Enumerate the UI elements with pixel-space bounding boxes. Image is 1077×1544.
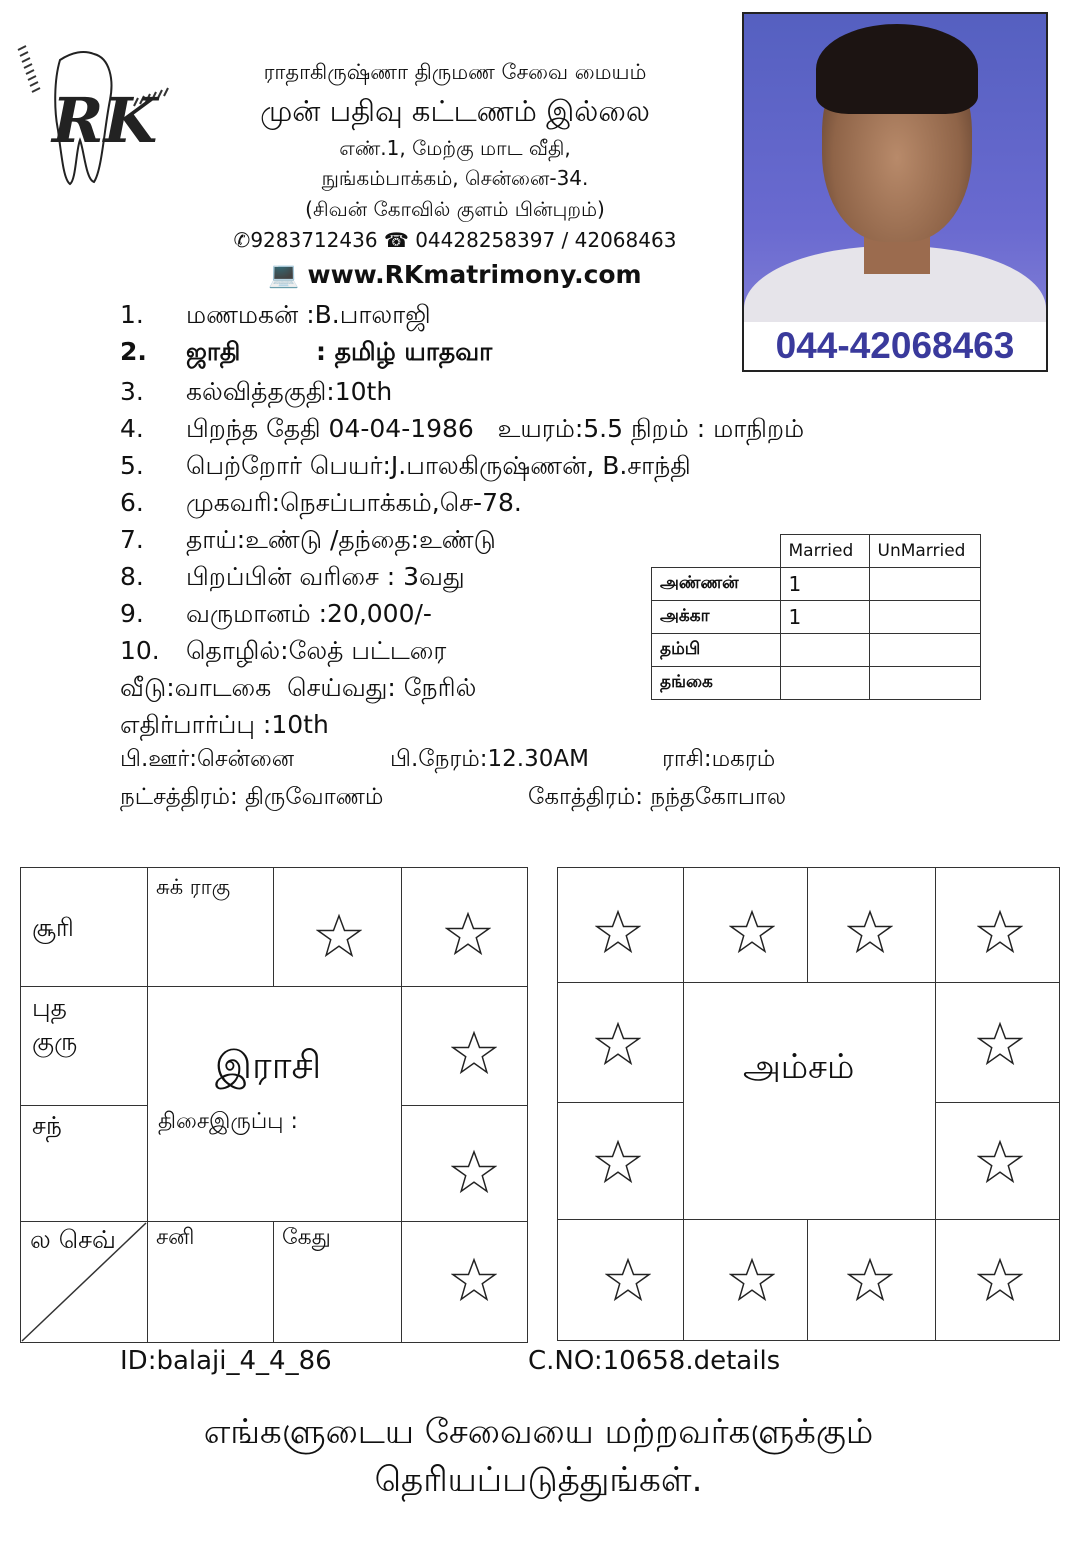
star-icon bbox=[595, 1139, 641, 1185]
siblings-header-row bbox=[652, 535, 981, 568]
website: www.RKmatrimony.com bbox=[307, 260, 642, 289]
table-row: தங்கை bbox=[652, 667, 981, 700]
star-icon bbox=[977, 909, 1023, 955]
rasi-cell-suk-raaku: சுக் ராகு bbox=[156, 875, 231, 899]
rasi-dasa: திசைஇருப்பு : bbox=[158, 1109, 298, 1134]
star-icon bbox=[595, 909, 641, 955]
star-icon bbox=[847, 1257, 893, 1303]
house-info: வீடு:வாடகை செய்வது: நேரில் bbox=[120, 673, 477, 702]
logo-text: RK bbox=[52, 84, 158, 157]
siblings-table bbox=[651, 534, 981, 700]
field-7: 7. தாய்:உண்டு /தந்தை:உண்டு bbox=[120, 525, 496, 554]
org-name: ராதாகிருஷ்ணா திருமண சேவை மையம் bbox=[263, 60, 647, 84]
rasi-title: இராசி bbox=[215, 1043, 322, 1087]
col-married: Married bbox=[780, 535, 869, 568]
address-line-2: நுங்கம்பாக்கம், சென்னை-34. bbox=[321, 166, 589, 190]
star-icon bbox=[445, 911, 491, 957]
table-row: அக்கா 1 bbox=[652, 601, 981, 634]
star-icon bbox=[451, 1257, 497, 1303]
amsam-center bbox=[683, 982, 936, 1220]
star-icon bbox=[605, 1257, 651, 1303]
field-9: 9. வருமானம் :20,000/- bbox=[120, 599, 432, 628]
slogan-line-2: தெரியப்படுத்துங்கள். bbox=[374, 1460, 703, 1500]
star-icon bbox=[977, 1139, 1023, 1185]
field-8: 8. பிறப்பின் வரிசை : 3வது bbox=[120, 562, 465, 591]
rasi-cell-la-sev: ல செவ் bbox=[30, 1225, 116, 1254]
rasi-cell-kethu: கேது bbox=[282, 1225, 331, 1250]
birth-time: பி.நேரம்:12.30AM bbox=[390, 746, 589, 772]
phone-icon: ☎ bbox=[383, 228, 409, 252]
birth-place: பி.ஊர்:சென்னை bbox=[120, 746, 295, 772]
rasi-cell-chandra: சந் bbox=[32, 1111, 62, 1140]
address-line-1: எண்.1, மேற்கு மாட வீதி, bbox=[339, 136, 571, 160]
tagline: முன் பதிவு கட்டணம் இல்லை bbox=[260, 94, 650, 128]
rasi-cell-sani: சனி bbox=[156, 1225, 195, 1250]
rasi-center bbox=[147, 986, 402, 1222]
profile-id: ID:balaji_4_4_86 bbox=[120, 1346, 332, 1376]
amsam-chart bbox=[557, 867, 1060, 1341]
rasi-info: ராசி:மகரம் bbox=[662, 746, 776, 772]
field-4: 4. பிறந்த தேதி 04-04-1986 உயரம்:5.5 நிறம் : மாநிறம் bbox=[120, 414, 805, 443]
address-line-3: (சிவன் கோவில் குளம் பின்புறம்) bbox=[305, 197, 605, 221]
mobile-icon: ✆ bbox=[233, 228, 251, 252]
star-icon bbox=[977, 1257, 1023, 1303]
table-row: தம்பி bbox=[652, 634, 981, 667]
rasi-cell-suri: சூரி bbox=[32, 913, 74, 942]
customer-number: C.NO:10658.details bbox=[528, 1346, 781, 1376]
rasi-cell-budha: புத bbox=[32, 993, 67, 1022]
field-1: 1. மணமகன் :B.பாலாஜி bbox=[120, 300, 431, 329]
rasi-chart bbox=[20, 867, 528, 1343]
star-icon bbox=[847, 909, 893, 955]
gothram-info: கோத்திரம்: நந்தகோபால bbox=[528, 784, 787, 810]
rasi-cell-guru: குரு bbox=[32, 1027, 78, 1056]
landline-number: 04428258397 / 42068463 bbox=[415, 228, 677, 252]
field-2: 2. ஜாதி : தமிழ் யாதவா bbox=[120, 337, 493, 366]
slogan-line-1: எங்களுடைய சேவையை மற்றவர்களுக்கும் bbox=[203, 1412, 874, 1452]
field-10: 10. தொழில்:லேத் பட்டரை bbox=[120, 636, 447, 665]
star-icon bbox=[729, 1257, 775, 1303]
field-3: 3. கல்வித்தகுதி:10th bbox=[120, 377, 393, 406]
star-icon bbox=[595, 1021, 641, 1067]
computer-icon: 💻 bbox=[268, 260, 300, 289]
star-icon bbox=[451, 1149, 497, 1195]
star-icon bbox=[977, 1021, 1023, 1067]
table-row: அண்ணன் 1 bbox=[652, 568, 981, 601]
photo-phone-banner: 044-42068463 bbox=[744, 322, 1046, 370]
star-icon bbox=[729, 909, 775, 955]
mobile-number: 9283712436 bbox=[250, 228, 378, 252]
star-icon bbox=[451, 1030, 497, 1076]
field-6: 6. முகவரி:நெசப்பாக்கம்,செ-78. bbox=[120, 488, 522, 517]
photo-hair bbox=[816, 24, 978, 114]
expectation: எதிர்பார்ப்பு :10th bbox=[120, 710, 329, 739]
field-5: 5. பெற்றோர் பெயர்:J.பாலகிருஷ்ணன், B.சாந்தி bbox=[120, 451, 691, 480]
website-line bbox=[150, 260, 760, 290]
contact-line bbox=[150, 228, 760, 252]
profile-photo bbox=[742, 12, 1048, 372]
star-info: நட்சத்திரம்: திருவோணம் bbox=[120, 784, 384, 810]
col-unmarried: UnMarried bbox=[869, 535, 980, 568]
amsam-title: அம்சம் bbox=[743, 1047, 855, 1087]
star-icon bbox=[316, 913, 362, 959]
